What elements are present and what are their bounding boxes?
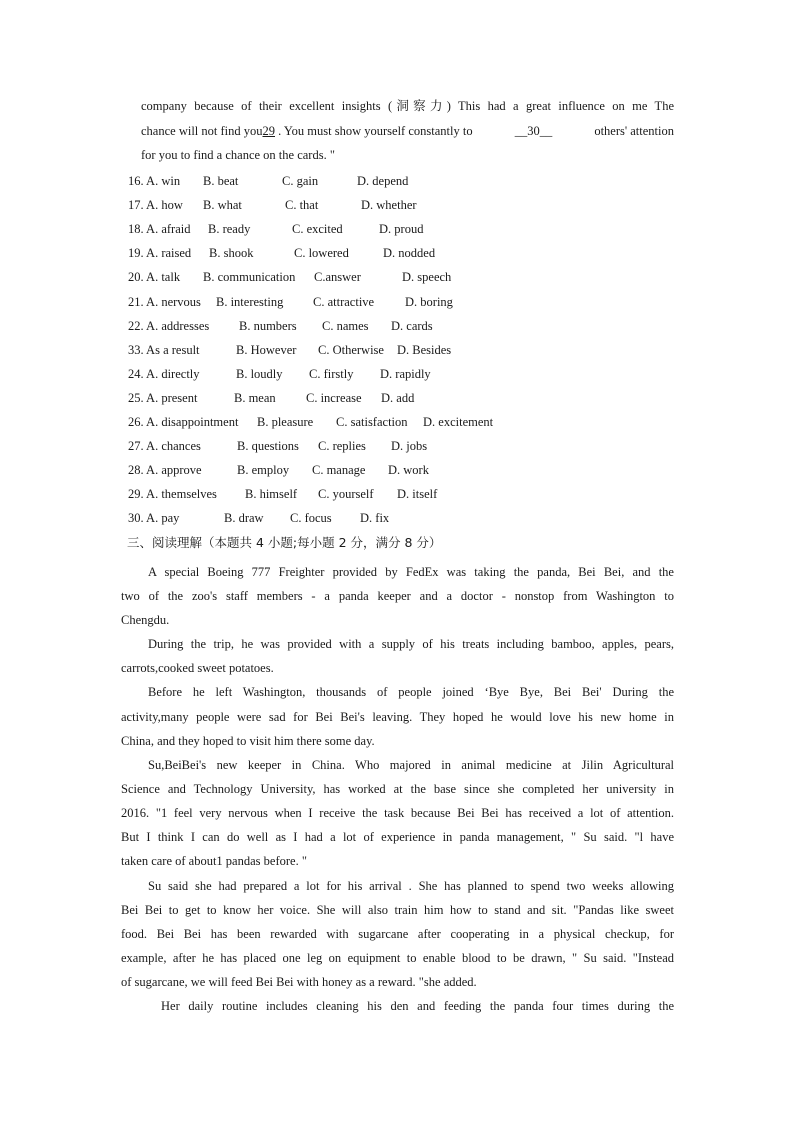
option-d: D. jobs (391, 439, 428, 453)
passage-p4-line2: Science and Technology University, has worked at the base since she completed her university in (121, 782, 674, 796)
question-number-option-a: 24. A. directly (128, 367, 200, 381)
option-b: B. employ (237, 463, 290, 477)
passage-p4-line3: 2016. "1 feel very nervous when I receive the task because Bei Bei has received a lot of attention. (121, 806, 674, 820)
passage-p1-line2: two of the zoo's staff members - a panda keeper and a doctor - nonstop from Washington to (121, 589, 674, 603)
option-c: C. yourself (318, 487, 374, 501)
option-d: D. proud (379, 222, 424, 236)
passage-p5-line2: Bei Bei to get to know her voice. She will also train him how to stand and sit. "Pandas like sweet (121, 903, 674, 917)
cloze-line-3: for you to find a chance on the cards. " (141, 148, 335, 162)
option-b: B. pleasure (257, 415, 314, 429)
cloze-line-2-text-b: . You must show yourself constantly to (278, 124, 473, 138)
passage-p3-line3: China, and they hoped to visit him there some day. (121, 734, 375, 748)
passage-p1-line3: Chengdu. (121, 613, 170, 627)
passage-p1-line1: A special Boeing 777 Freighter provided by FedEx was taking the panda, Bei Bei, and the (148, 565, 674, 579)
option-b: B. questions (237, 439, 299, 453)
question-number-option-a: 21. A. nervous (128, 295, 201, 309)
passage-p5-line4: example, after he has placed one leg on equipment to enable blood to be drawn, " Su said. "Instead (121, 951, 674, 965)
option-c: C.answer (314, 270, 361, 284)
option-c: C. replies (318, 439, 366, 453)
option-b: B. communication (203, 270, 296, 284)
option-b: B. mean (234, 391, 276, 405)
option-b: B. interesting (216, 295, 284, 309)
option-d: D. speech (402, 270, 452, 284)
option-b: B. himself (245, 487, 298, 501)
option-c: C. increase (306, 391, 362, 405)
option-b: B. loudly (236, 367, 283, 381)
passage-p4-line1: Su,BeiBei's new keeper in China. Who majored in animal medicine at Jilin Agricultural (148, 758, 674, 772)
option-d: D. itself (397, 487, 438, 501)
question-number-option-a: 20. A. talk (128, 270, 181, 284)
passage-p3-line1: Before he left Washington, thousands of people joined ‘Bye Bye, Bei Bei' During the (148, 685, 674, 699)
option-d: D. excitement (423, 415, 494, 429)
option-c: C. focus (290, 511, 332, 525)
passage-p4-line5: taken care of about1 pandas before. " (121, 854, 307, 868)
question-number-option-a: 19. A. raised (128, 246, 192, 260)
question-number-option-a: 27. A. chances (128, 439, 201, 453)
option-b: B. beat (203, 174, 239, 188)
option-c: C. firstly (309, 367, 354, 381)
question-number-option-a: 26. A. disappointment (128, 415, 239, 429)
option-d: D. rapidly (380, 367, 431, 381)
question-number-option-a: 30. A. pay (128, 511, 180, 525)
option-d: D. add (381, 391, 415, 405)
passage-p5-line3: food. Bei Bei has been rewarded with sugarcane after cooperating in a physical checkup, for (121, 927, 674, 941)
question-number-option-a: 25. A. present (128, 391, 198, 405)
cloze-line-2 (141, 123, 674, 139)
passage-p5-line1: Su said she had prepared a lot for his arrival . She has planned to spend two weeks allowing (148, 879, 674, 893)
section-heading: 三、阅读理解（本题共 4 小题;每小题 2 分，满分 8 分） (127, 535, 442, 550)
option-d: D. whether (361, 198, 417, 212)
option-d: D. fix (360, 511, 390, 525)
option-b: B. shook (209, 246, 254, 260)
passage-p2-line1: During the trip, he was provided with a supply of his treats including bamboo, apples, pears, (148, 637, 674, 651)
option-c: C. names (322, 319, 369, 333)
passage-p5-line5: of sugarcane, we will feed Bei Bei with honey as a reward. "she added. (121, 975, 477, 989)
option-d: D. boring (405, 295, 453, 309)
passage-p2-line2: carrots,cooked sweet potatoes. (121, 661, 274, 675)
blank-30: __30__ (514, 124, 553, 138)
cloze-line-1: company because of their excellent insights (洞察力) This had a great influence on me The (141, 99, 674, 113)
question-number-option-a: 28. A. approve (128, 463, 202, 477)
passage-p4-line4: But I think I can do well as I had a lot of experience in panda management, " Su said. "l have (121, 830, 674, 844)
option-d: D. cards (391, 319, 433, 333)
cloze-line-2-text-a: chance will not find you (141, 124, 263, 138)
question-number-option-a: 17. A. how (128, 198, 183, 212)
option-b: B. what (203, 198, 242, 212)
option-c: C. manage (312, 463, 366, 477)
option-b: B. However (236, 343, 297, 357)
option-c: C. attractive (313, 295, 375, 309)
option-c: C. satisfaction (336, 415, 408, 429)
option-b: B. ready (208, 222, 251, 236)
question-number-option-a: 33. As a result (128, 343, 200, 357)
question-number-option-a: 16. A. win (128, 174, 181, 188)
option-c: C. lowered (294, 246, 349, 260)
option-d: D. work (388, 463, 429, 477)
option-c: C. Otherwise (318, 343, 384, 357)
passage-p6-line1: Her daily routine includes cleaning his den and feeding the panda four times during the (161, 999, 674, 1013)
question-number-option-a: 29. A. themselves (128, 487, 217, 501)
option-c: C. gain (282, 174, 319, 188)
option-c: C. excited (292, 222, 343, 236)
cloze-line-2-text-c: others' attention (594, 124, 674, 138)
option-c: C. that (285, 198, 319, 212)
question-number-option-a: 18. A. afraid (128, 222, 191, 236)
option-b: B. draw (224, 511, 264, 525)
blank-29: 29 (262, 124, 275, 138)
cloze-line-2-start (141, 123, 473, 139)
option-d: D. depend (357, 174, 409, 188)
option-d: D. Besides (397, 343, 452, 357)
question-number-option-a: 22. A. addresses (128, 319, 210, 333)
passage-p3-line2: activity,many people were sad for Bei Bei's leaving. They hoped he would love his new home in (121, 710, 674, 724)
option-d: D. nodded (383, 246, 436, 260)
option-b: B. numbers (239, 319, 297, 333)
